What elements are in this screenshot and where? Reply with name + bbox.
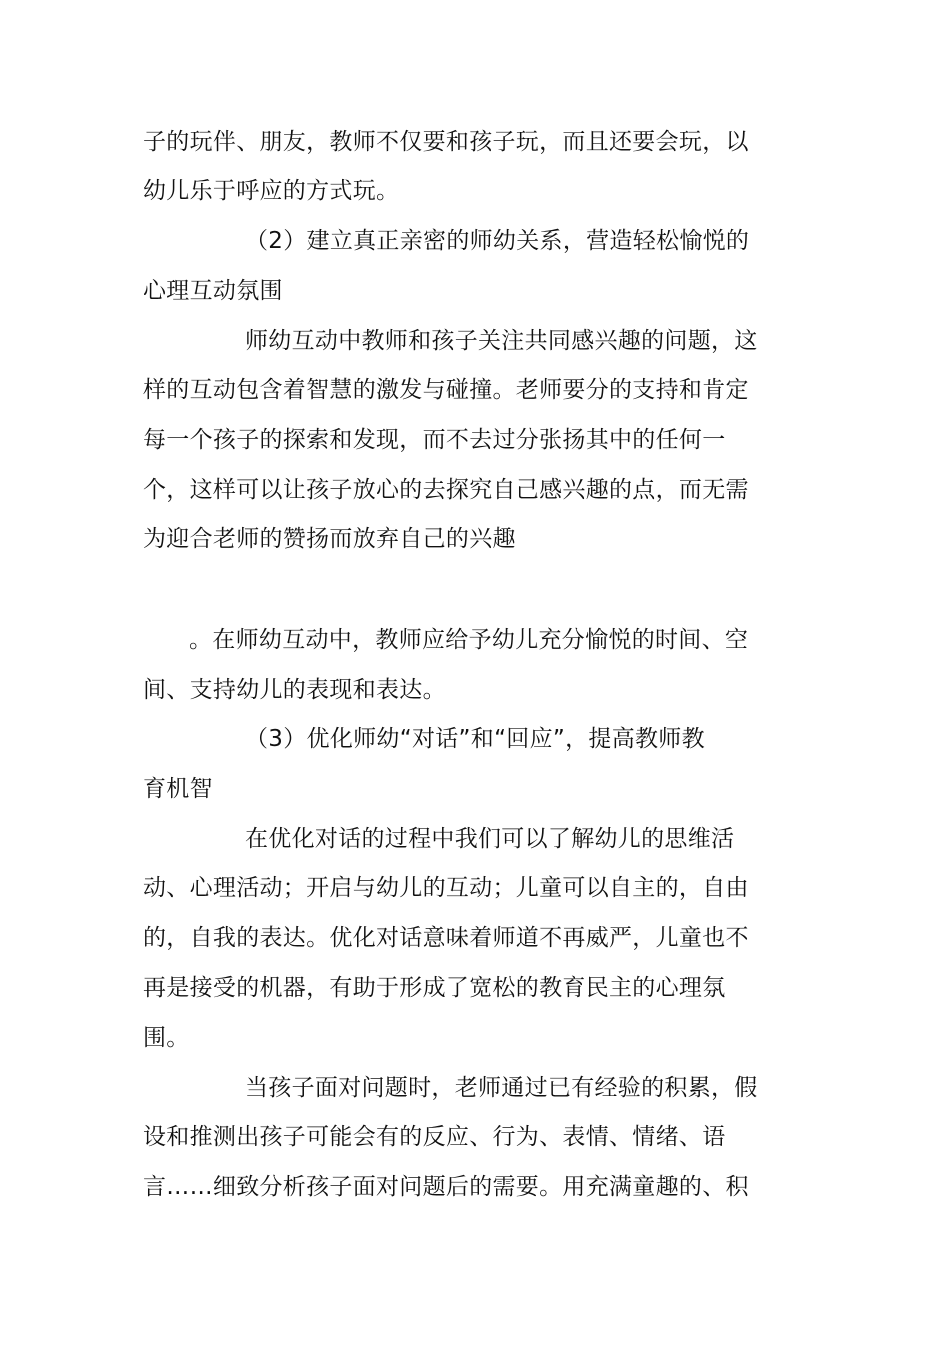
section-heading: （2）建立真正亲密的师幼关系，营造轻松愉悦的 [245, 228, 750, 254]
paragraph-start: 当孩子面对问题时，老师通过已有经验的积累，假 [245, 1075, 758, 1101]
text-line: 言……细致分析孩子面对问题后的需要。用充满童趣的、积 [143, 1174, 749, 1200]
text-line: 子的玩伴、朋友，教师不仅要和孩子玩，而且还要会玩，以 [143, 129, 749, 155]
text-line: 个，这样可以让孩子放心的去探究自己感兴趣的点，而无需 [143, 477, 749, 503]
section-heading: （3）优化师幼“对话”和“回应”，提高教师教 [245, 726, 705, 752]
paragraph-start: 在优化对话的过程中我们可以了解幼儿的思维活 [245, 826, 735, 852]
section-heading-continued: 心理互动氛围 [143, 278, 283, 304]
text-line: 再是接受的机器，有助于形成了宽松的教育民主的心理氛 [143, 975, 726, 1001]
text-line: 为迎合老师的赞扬而放弃自己的兴趣 [143, 526, 516, 552]
section-heading-continued: 育机智 [143, 776, 213, 802]
text-line: 动、心理活动；开启与幼儿的互动；儿童可以自主的，自由 [143, 875, 749, 901]
text-line: 围。 [143, 1025, 190, 1051]
text-line: 设和推测出孩子可能会有的反应、行为、表情、情绪、语 [143, 1124, 726, 1150]
text-line: 间、支持幼儿的表现和表达。 [143, 677, 446, 703]
paragraph-start: 师幼互动中教师和孩子关注共同感兴趣的问题，这 [245, 328, 758, 354]
text-line: 的，自我的表达。优化对话意味着师道不再威严，儿童也不 [143, 925, 749, 951]
text-line: 样的互动包含着智慧的激发与碰撞。老师要分的支持和肯定 [143, 377, 749, 403]
paragraph-start: 。在师幼互动中，教师应给予幼儿充分愉悦的时间、空 [189, 627, 749, 653]
text-line: 每一个孩子的探索和发现，而不去过分张扬其中的任何一 [143, 427, 726, 453]
text-line: 幼儿乐于呼应的方式玩。 [143, 178, 400, 204]
